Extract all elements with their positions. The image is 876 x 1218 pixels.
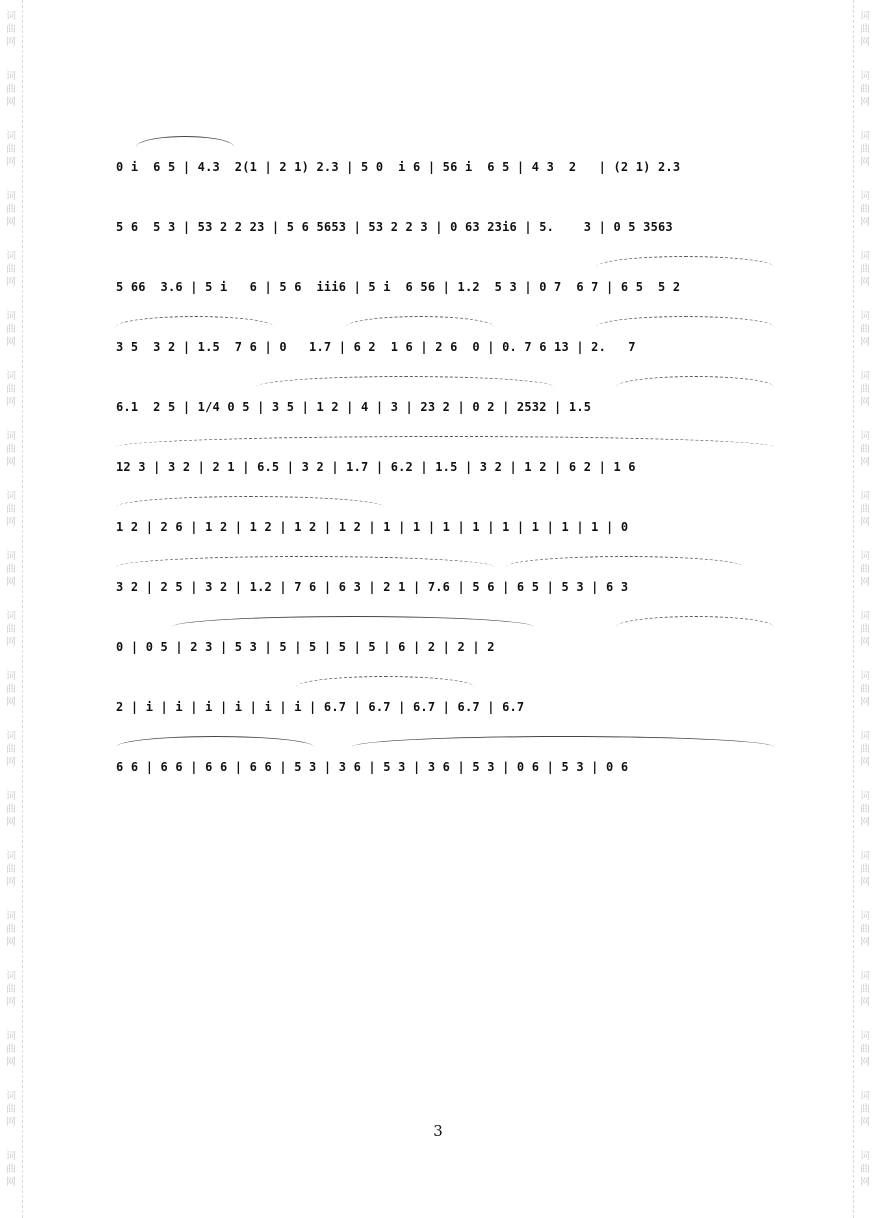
watermark-group <box>860 10 870 70</box>
watermark-char: 网 <box>860 157 870 168</box>
watermark-char: 曲 <box>6 804 16 815</box>
watermark-char: 网 <box>6 1177 16 1188</box>
watermark-char: 网 <box>6 517 16 528</box>
watermark-group <box>860 670 870 730</box>
watermark-char: 网 <box>860 937 870 948</box>
watermark-char: 网 <box>860 337 870 348</box>
score-row-2 <box>116 190 774 250</box>
score-row-text: 5 66 3.6 | 5 i 6 | 5 6 iii6 | 5 i 6 56 | 1.2 5 3 | 0 7 6 7 | 6 5 5 2 <box>116 280 681 294</box>
watermark-group <box>6 1150 16 1210</box>
watermark-char: 网 <box>6 877 16 888</box>
watermark-char: 词 <box>6 971 16 982</box>
slur <box>506 556 744 567</box>
watermark-group <box>6 130 16 190</box>
left-watermark-stack <box>0 10 22 1210</box>
score-row-text: 1 2 | 2 6 | 1 2 | 1 2 | 1 2 | 1 2 | 1 | 1 | 1 | 1 | 1 | 1 | 1 | 1 | 0 <box>116 520 629 534</box>
slur <box>116 496 384 507</box>
watermark-char: 曲 <box>860 684 870 695</box>
watermark-char: 网 <box>6 577 16 588</box>
watermark-char: 词 <box>860 731 870 742</box>
watermark-char: 词 <box>860 791 870 802</box>
watermark-char: 网 <box>860 997 870 1008</box>
watermark-char: 网 <box>6 97 16 108</box>
watermark-char: 曲 <box>6 384 16 395</box>
score-row-9 <box>116 610 774 670</box>
watermark-group <box>6 430 16 490</box>
slur <box>616 376 774 387</box>
watermark-group <box>860 550 870 610</box>
watermark-char: 曲 <box>6 684 16 695</box>
watermark-char: 曲 <box>860 804 870 815</box>
watermark-char: 曲 <box>860 564 870 575</box>
slur <box>256 376 554 387</box>
watermark-group <box>860 70 870 130</box>
slur <box>346 316 494 327</box>
watermark-group <box>860 490 870 550</box>
watermark-char: 词 <box>860 551 870 562</box>
watermark-char: 网 <box>6 817 16 828</box>
watermark-char: 网 <box>6 1117 16 1128</box>
watermark-char: 词 <box>860 1151 870 1162</box>
watermark-char: 曲 <box>860 324 870 335</box>
watermark-char: 网 <box>6 997 16 1008</box>
watermark-char: 词 <box>6 371 16 382</box>
watermark-char: 词 <box>6 611 16 622</box>
score-row-text: 6 6 | 6 6 | 6 6 | 6 6 | 5 3 | 3 6 | 5 3 | 3 6 | 5 3 | 0 6 | 5 3 | 0 6 <box>116 760 629 774</box>
watermark-char: 曲 <box>860 1044 870 1055</box>
watermark-char: 词 <box>6 791 16 802</box>
watermark-char: 网 <box>860 757 870 768</box>
slur <box>616 616 774 627</box>
watermark-char: 网 <box>6 397 16 408</box>
slur <box>596 256 774 267</box>
watermark-char: 词 <box>6 671 16 682</box>
watermark-group <box>6 490 16 550</box>
watermark-group <box>6 370 16 430</box>
watermark-group <box>6 10 16 70</box>
watermark-char: 词 <box>860 431 870 442</box>
watermark-char: 曲 <box>860 384 870 395</box>
score-row-text: 2 | i | i | i | i | i | i | 6.7 | 6.7 | 6.7 | 6.7 | 6.7 <box>116 700 525 714</box>
watermark-group <box>860 910 870 970</box>
watermark-char: 词 <box>6 1091 16 1102</box>
watermark-char: 词 <box>6 911 16 922</box>
watermark-char: 曲 <box>860 624 870 635</box>
watermark-char: 曲 <box>6 984 16 995</box>
slur <box>116 736 314 747</box>
watermark-group <box>6 190 16 250</box>
watermark-group <box>860 610 870 670</box>
watermark-char: 词 <box>860 311 870 322</box>
watermark-char: 网 <box>860 397 870 408</box>
slur <box>296 676 474 687</box>
watermark-char: 词 <box>860 671 870 682</box>
watermark-char: 曲 <box>860 84 870 95</box>
watermark-char: 词 <box>6 311 16 322</box>
watermark-group <box>860 1150 870 1210</box>
watermark-char: 网 <box>6 637 16 648</box>
watermark-char: 词 <box>860 491 870 502</box>
watermark-char: 曲 <box>860 984 870 995</box>
watermark-char: 网 <box>860 1177 870 1188</box>
slur <box>116 436 774 447</box>
watermark-group <box>6 1030 16 1090</box>
watermark-char: 网 <box>6 337 16 348</box>
watermark-char: 曲 <box>6 1104 16 1115</box>
watermark-char: 网 <box>860 637 870 648</box>
score-row-6 <box>116 430 774 490</box>
score-row-5 <box>116 370 774 430</box>
watermark-char: 词 <box>860 131 870 142</box>
score-row-text: 6.1 2 5 | 1/4 0 5 | 3 5 | 1 2 | 4 | 3 | 23 2 | 0 2 | 2532 | 1.5 <box>116 400 592 414</box>
watermark-char: 词 <box>860 191 870 202</box>
score-row-8 <box>116 550 774 610</box>
watermark-char: 曲 <box>6 324 16 335</box>
watermark-group <box>6 70 16 130</box>
watermark-group <box>6 1090 16 1150</box>
watermark-group <box>6 910 16 970</box>
watermark-char: 曲 <box>6 564 16 575</box>
watermark-char: 词 <box>860 11 870 22</box>
slur <box>136 136 234 147</box>
watermark-char: 网 <box>860 277 870 288</box>
watermark-char: 网 <box>6 1057 16 1068</box>
watermark-char: 网 <box>6 37 16 48</box>
watermark-char: 词 <box>860 371 870 382</box>
watermark-char: 网 <box>860 1057 870 1068</box>
slur <box>352 736 774 747</box>
watermark-char: 词 <box>6 1151 16 1162</box>
watermark-char: 词 <box>860 971 870 982</box>
watermark-char: 曲 <box>860 1104 870 1115</box>
page-number: 3 <box>433 1122 443 1140</box>
watermark-group <box>860 1090 870 1150</box>
watermark-group <box>6 790 16 850</box>
watermark-group <box>860 310 870 370</box>
watermark-char: 网 <box>860 517 870 528</box>
watermark-group <box>860 850 870 910</box>
watermark-char: 词 <box>6 431 16 442</box>
watermark-char: 网 <box>6 217 16 228</box>
watermark-char: 词 <box>6 71 16 82</box>
watermark-char: 曲 <box>860 1164 870 1175</box>
watermark-char: 曲 <box>860 444 870 455</box>
watermark-char: 词 <box>6 491 16 502</box>
watermark-group <box>6 970 16 1030</box>
watermark-char: 词 <box>860 911 870 922</box>
score-row-3 <box>116 250 774 310</box>
watermark-char: 网 <box>860 697 870 708</box>
watermark-char: 词 <box>6 851 16 862</box>
watermark-char: 曲 <box>860 924 870 935</box>
watermark-char: 词 <box>860 1031 870 1042</box>
watermark-char: 词 <box>6 251 16 262</box>
watermark-group <box>860 430 870 490</box>
left-margin-border <box>0 0 23 1218</box>
watermark-char: 曲 <box>6 744 16 755</box>
watermark-char: 曲 <box>6 504 16 515</box>
watermark-char: 网 <box>6 697 16 708</box>
watermark-group <box>6 850 16 910</box>
watermark-char: 词 <box>6 131 16 142</box>
watermark-char: 网 <box>860 217 870 228</box>
watermark-char: 词 <box>860 71 870 82</box>
watermark-char: 曲 <box>6 444 16 455</box>
watermark-char: 网 <box>6 277 16 288</box>
watermark-char: 词 <box>6 11 16 22</box>
watermark-char: 词 <box>6 551 16 562</box>
watermark-group <box>860 370 870 430</box>
score-row-10 <box>116 670 774 730</box>
watermark-char: 曲 <box>6 204 16 215</box>
watermark-char: 词 <box>860 1091 870 1102</box>
watermark-char: 网 <box>860 577 870 588</box>
watermark-char: 网 <box>860 97 870 108</box>
watermark-group <box>6 550 16 610</box>
watermark-char: 词 <box>860 851 870 862</box>
score-row-7 <box>116 490 774 550</box>
watermark-char: 网 <box>860 817 870 828</box>
watermark-group <box>860 970 870 1030</box>
watermark-group <box>6 730 16 790</box>
watermark-char: 曲 <box>6 924 16 935</box>
watermark-char: 曲 <box>6 144 16 155</box>
score-row-text: 0 i 6 5 | 4.3 2(1 | 2 1) 2.3 | 5 0 i 6 | 56 i 6 5 | 4 3 2 | (2 1) 2.3 <box>116 160 681 174</box>
watermark-char: 词 <box>6 191 16 202</box>
watermark-group <box>860 1030 870 1090</box>
score-row-1 <box>116 130 774 190</box>
watermark-char: 曲 <box>6 864 16 875</box>
slur <box>116 316 274 327</box>
watermark-char: 曲 <box>6 1164 16 1175</box>
watermark-group <box>6 250 16 310</box>
watermark-char: 网 <box>860 457 870 468</box>
watermark-group <box>860 190 870 250</box>
watermark-char: 网 <box>860 1117 870 1128</box>
watermark-group <box>860 130 870 190</box>
watermark-char: 词 <box>6 1031 16 1042</box>
score-row-text: 3 5 3 2 | 1.5 7 6 | 0 1.7 | 6 2 1 6 | 2 6 0 | 0. 7 6 13 | 2. 7 <box>116 340 636 354</box>
score-row-text: 0 | 0 5 | 2 3 | 5 3 | 5 | 5 | 5 | 5 | 6 | 2 | 2 | 2 <box>116 640 495 654</box>
slur <box>172 616 534 627</box>
watermark-char: 网 <box>6 457 16 468</box>
watermark-group <box>860 790 870 850</box>
score-row-text: 3 2 | 2 5 | 3 2 | 1.2 | 7 6 | 6 3 | 2 1 | 7.6 | 5 6 | 6 5 | 5 3 | 6 3 <box>116 580 629 594</box>
watermark-char: 曲 <box>860 264 870 275</box>
watermark-char: 网 <box>6 757 16 768</box>
watermark-char: 曲 <box>6 624 16 635</box>
watermark-char: 曲 <box>6 264 16 275</box>
watermark-group <box>860 250 870 310</box>
watermark-char: 曲 <box>6 84 16 95</box>
watermark-char: 网 <box>6 157 16 168</box>
watermark-char: 网 <box>860 37 870 48</box>
watermark-char: 曲 <box>860 144 870 155</box>
watermark-char: 曲 <box>6 24 16 35</box>
watermark-char: 曲 <box>860 864 870 875</box>
watermark-char: 曲 <box>6 1044 16 1055</box>
watermark-char: 词 <box>6 731 16 742</box>
watermark-char: 曲 <box>860 744 870 755</box>
watermark-char: 词 <box>860 611 870 622</box>
watermark-group <box>6 310 16 370</box>
watermark-group <box>6 610 16 670</box>
watermark-char: 网 <box>860 877 870 888</box>
watermark-group <box>860 730 870 790</box>
slur <box>596 316 774 327</box>
watermark-char: 曲 <box>860 504 870 515</box>
right-watermark-stack <box>854 10 876 1210</box>
score-row-4 <box>116 310 774 370</box>
watermark-group <box>6 670 16 730</box>
right-margin-border <box>853 0 876 1218</box>
score-row-11 <box>116 730 774 790</box>
score-row-text: 5 6 5 3 | 53 2 2 23 | 5 6 5653 | 53 2 2 3 | 0 63 23i6 | 5. 3 | 0 5 3563 <box>116 220 673 234</box>
watermark-char: 词 <box>860 251 870 262</box>
score-row-text: 12 3 | 3 2 | 2 1 | 6.5 | 3 2 | 1.7 | 6.2 | 1.5 | 3 2 | 1 2 | 6 2 | 1 6 <box>116 460 636 474</box>
slur <box>116 556 494 567</box>
watermark-char: 曲 <box>860 24 870 35</box>
watermark-char: 网 <box>6 937 16 948</box>
watermark-char: 曲 <box>860 204 870 215</box>
